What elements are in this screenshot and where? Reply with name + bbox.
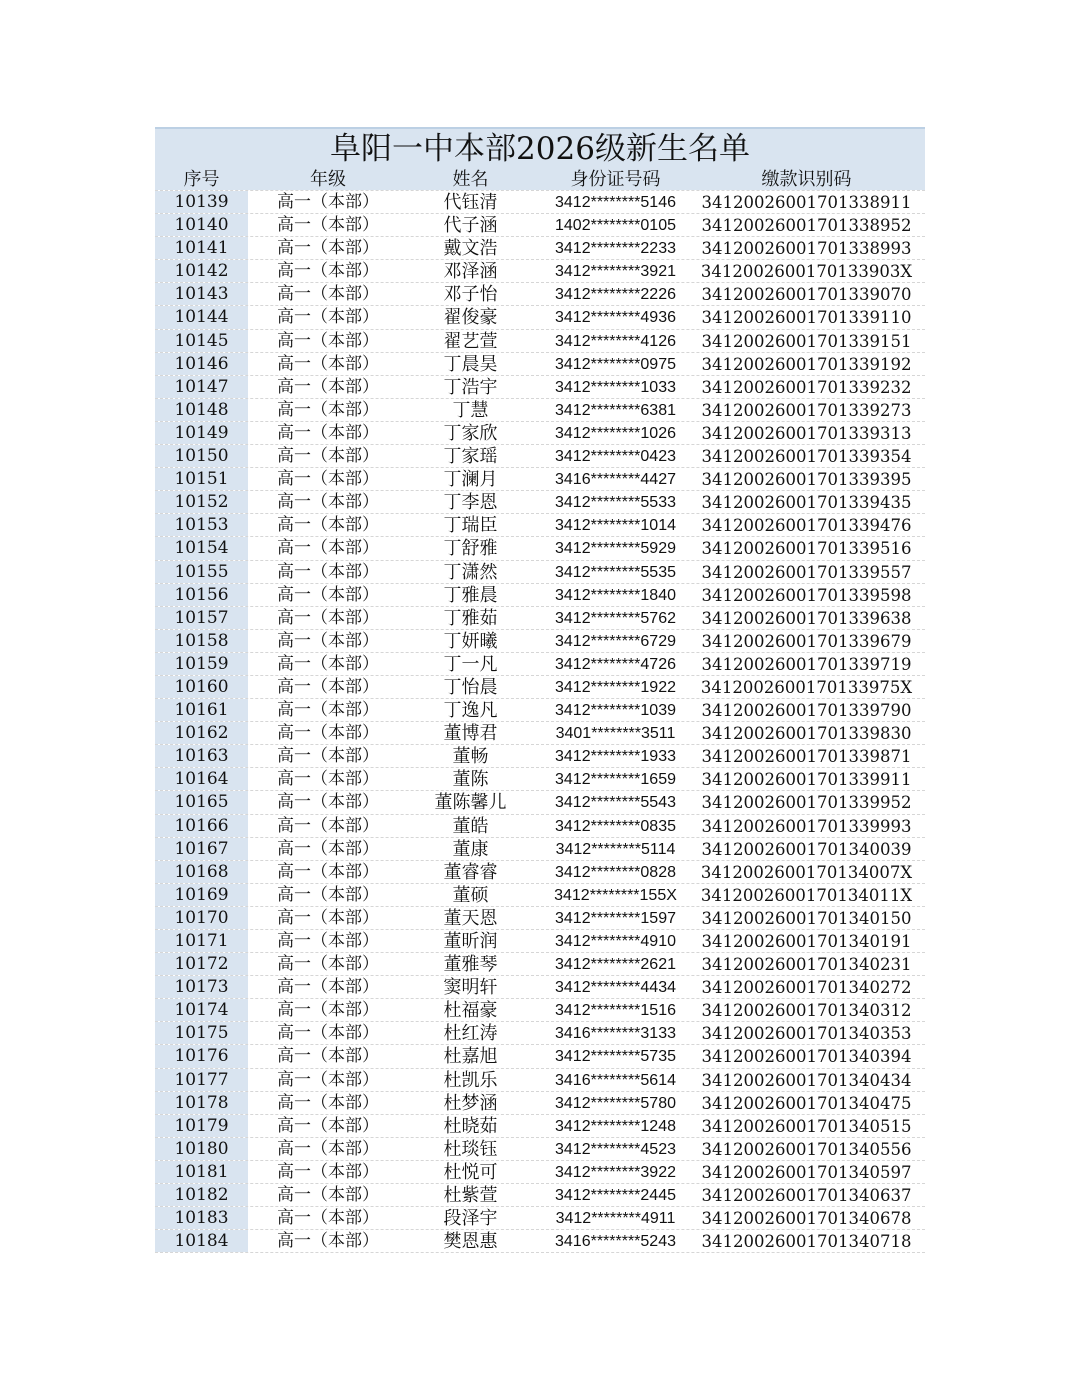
grade-cell: 高一（本部） [277, 792, 379, 813]
table-row [155, 1161, 925, 1184]
code-cell: 34120026001701339232 [701, 377, 912, 397]
grade-cell: 高一（本部） [277, 746, 379, 767]
name-cell: 杜晓茹 [443, 1115, 498, 1137]
table-row [155, 1138, 925, 1161]
student-list-sheet [155, 127, 925, 1253]
seq-cell: 10149 [155, 422, 248, 444]
grade-cell: 高一（本部） [277, 1138, 379, 1159]
id-cell: 3412********5535 [555, 563, 676, 581]
table-row [155, 745, 925, 768]
seq-cell: 10178 [155, 1092, 248, 1114]
name-cell: 董昕润 [443, 931, 498, 952]
table-row [155, 976, 925, 999]
grade-cell: 高一（本部） [277, 1185, 379, 1206]
seq-cell: 10146 [155, 353, 248, 375]
grade-cell: 高一（本部） [277, 884, 379, 905]
id-cell: 3412********155X [554, 886, 677, 904]
name-cell: 丁家欣 [443, 422, 498, 444]
seq-cell: 10143 [155, 283, 248, 305]
table-row [155, 1115, 925, 1138]
code-cell: 34120026001701338952 [701, 216, 912, 236]
name-cell: 杜紫萱 [443, 1185, 498, 1207]
code-cell: 34120026001701339719 [701, 654, 912, 674]
table-row [155, 561, 925, 584]
name-cell: 丁浩宇 [443, 376, 498, 398]
name-cell: 丁怡晨 [443, 676, 498, 698]
code-cell: 34120026001701340637 [701, 1186, 912, 1206]
seq-cell: 10181 [155, 1161, 248, 1183]
code-cell: 34120026001701339871 [701, 747, 912, 767]
name-cell: 董陈 [452, 769, 489, 791]
name-cell: 邓子怡 [443, 284, 498, 306]
grade-cell: 高一（本部） [277, 192, 379, 212]
id-cell: 3412********2233 [555, 240, 676, 258]
id-cell: 3401********3511 [555, 725, 676, 743]
table-row [155, 1045, 925, 1068]
name-cell: 董硕 [452, 884, 489, 906]
grade-cell: 高一（本部） [277, 1023, 379, 1044]
table-row [155, 630, 925, 653]
table-row [155, 699, 925, 722]
seq-cell: 10156 [155, 584, 248, 606]
name-cell: 杜悦可 [443, 1161, 498, 1183]
grade-cell: 高一（本部） [277, 1115, 379, 1136]
name-cell: 代子涵 [443, 215, 498, 237]
table-row [155, 214, 925, 237]
name-cell: 杜福豪 [443, 1000, 498, 1022]
table-row [155, 353, 925, 376]
table-row [155, 815, 925, 838]
id-cell: 3412********1659 [555, 771, 676, 789]
table-row [155, 768, 925, 791]
id-cell: 3412********6729 [555, 632, 676, 650]
name-cell: 戴文浩 [443, 238, 498, 260]
seq-cell: 10147 [155, 376, 248, 398]
grade-cell: 高一（本部） [277, 538, 379, 559]
name-cell: 丁舒雅 [443, 538, 498, 560]
table-row [155, 1184, 925, 1207]
code-cell: 34120026001701340556 [701, 1139, 912, 1159]
seq-cell: 10150 [155, 445, 248, 467]
name-cell: 杜红涛 [443, 1023, 498, 1045]
table-row [155, 607, 925, 630]
code-cell: 3412002600170134007X [700, 862, 913, 882]
seq-cell: 10164 [155, 768, 248, 790]
table-body [155, 191, 925, 1253]
table-row [155, 468, 925, 491]
table-row [155, 838, 925, 861]
grade-cell: 高一（本部） [277, 1231, 379, 1252]
id-cell: 3412********4434 [555, 979, 676, 997]
grade-cell: 高一（本部） [277, 977, 379, 998]
grade-cell: 高一（本部） [277, 607, 379, 628]
code-cell: 34120026001701339638 [701, 608, 912, 628]
seq-cell: 10153 [155, 514, 248, 536]
seq-cell: 10170 [155, 907, 248, 929]
table-row [155, 791, 925, 814]
id-cell: 3412********5780 [555, 1094, 676, 1112]
id-cell: 3412********0423 [555, 448, 676, 466]
id-cell: 3412********5533 [555, 494, 676, 512]
id-cell: 3412********0835 [555, 817, 676, 835]
code-cell: 34120026001701339476 [701, 516, 912, 536]
code-cell: 34120026001701339435 [701, 493, 912, 513]
name-cell: 邓泽涵 [443, 261, 498, 283]
table-row [155, 907, 925, 930]
seq-cell: 10173 [155, 976, 248, 998]
code-cell: 34120026001701338911 [701, 193, 912, 212]
grade-cell: 高一（本部） [277, 700, 379, 721]
name-cell: 丁雅茹 [443, 607, 498, 629]
name-cell: 丁瑞臣 [443, 515, 498, 537]
name-cell: 丁晨昊 [443, 353, 498, 375]
grade-cell: 高一（本部） [277, 330, 379, 351]
table-row [155, 283, 925, 306]
seq-cell: 10155 [155, 561, 248, 583]
code-cell: 34120026001701340718 [701, 1232, 912, 1252]
grade-cell: 高一（本部） [277, 215, 379, 236]
name-cell: 董皓 [452, 815, 489, 837]
code-cell: 34120026001701340150 [701, 908, 912, 928]
code-cell: 34120026001701340039 [701, 839, 912, 859]
grade-cell: 高一（本部） [277, 630, 379, 651]
seq-cell: 10157 [155, 607, 248, 629]
table-row [155, 722, 925, 745]
name-cell: 董雅琴 [443, 954, 498, 976]
seq-cell: 10161 [155, 699, 248, 721]
id-cell: 3412********3922 [555, 1163, 676, 1181]
id-cell: 3412********1933 [555, 748, 676, 766]
id-cell: 3412********1516 [555, 1002, 676, 1020]
grade-cell: 高一（本部） [277, 1092, 379, 1113]
table-row [155, 191, 925, 214]
grade-cell: 高一（本部） [277, 376, 379, 397]
name-cell: 董陈馨儿 [434, 792, 507, 814]
grade-cell: 高一（本部） [277, 238, 379, 259]
id-cell: 3412********1026 [555, 424, 676, 442]
name-cell: 董康 [452, 838, 489, 860]
name-cell: 丁逸凡 [443, 700, 498, 722]
header-code: 缴款识别码 [688, 169, 925, 190]
grade-cell: 高一（本部） [277, 399, 379, 420]
grade-cell: 高一（本部） [277, 1046, 379, 1067]
seq-cell: 10177 [155, 1069, 248, 1091]
table-row [155, 1022, 925, 1045]
grade-cell: 高一（本部） [277, 561, 379, 582]
name-cell: 丁慧 [452, 399, 489, 421]
code-cell: 34120026001701339516 [701, 539, 912, 559]
table-row [155, 1207, 925, 1230]
seq-cell: 10175 [155, 1022, 248, 1044]
code-cell: 34120026001701339911 [701, 770, 912, 790]
code-cell: 34120026001701339395 [701, 470, 912, 490]
id-cell: 3412********2621 [555, 956, 676, 974]
name-cell: 丁一凡 [443, 653, 498, 675]
name-cell: 董畅 [452, 746, 489, 768]
code-cell: 34120026001701339993 [701, 816, 912, 836]
id-cell: 3412********2226 [555, 286, 676, 304]
grade-cell: 高一（本部） [277, 1000, 379, 1021]
id-cell: 3416********5614 [555, 1071, 676, 1089]
id-cell: 3412********5114 [555, 840, 676, 858]
table-row [155, 537, 925, 560]
id-cell: 3412********1039 [555, 702, 676, 720]
id-cell: 3412********1840 [555, 586, 676, 604]
id-cell: 3412********1922 [555, 678, 676, 696]
id-cell: 3412********4911 [555, 1210, 676, 1228]
id-cell: 3412********6381 [555, 401, 676, 419]
name-cell: 杜嘉旭 [443, 1046, 498, 1068]
name-cell: 樊恩惠 [443, 1231, 498, 1253]
id-cell: 3416********3133 [555, 1025, 676, 1043]
table-row [155, 376, 925, 399]
id-cell: 3412********5762 [555, 609, 676, 627]
seq-cell: 10144 [155, 306, 248, 328]
code-cell: 3412002600170133975X [700, 677, 913, 697]
seq-cell: 10169 [155, 884, 248, 906]
name-cell: 杜琰钰 [443, 1138, 498, 1160]
grade-cell: 高一（本部） [277, 931, 379, 951]
code-cell: 34120026001701339354 [701, 447, 912, 467]
name-cell: 董博君 [443, 723, 498, 745]
seq-cell: 10158 [155, 630, 248, 652]
id-cell: 3412********2445 [555, 1187, 676, 1205]
seq-cell: 10151 [155, 468, 248, 490]
table-row [155, 676, 925, 699]
id-cell: 3416********5243 [555, 1233, 676, 1251]
table-row [155, 1092, 925, 1115]
table-row [155, 330, 925, 353]
id-cell: 3412********5543 [555, 794, 676, 812]
name-cell: 董天恩 [443, 907, 498, 929]
table-row [155, 399, 925, 422]
name-cell: 丁潇然 [443, 561, 498, 583]
table-row [155, 445, 925, 468]
code-cell: 34120026001701339151 [701, 331, 912, 351]
name-cell: 代钰清 [443, 192, 498, 213]
id-cell: 3412********5929 [555, 540, 676, 558]
grade-cell: 高一（本部） [277, 861, 379, 882]
table-row [155, 584, 925, 607]
seq-cell: 10174 [155, 999, 248, 1021]
seq-cell: 10179 [155, 1115, 248, 1137]
grade-cell: 高一（本部） [277, 584, 379, 605]
grade-cell: 高一（本部） [277, 769, 379, 790]
table-row [155, 514, 925, 537]
code-cell: 34120026001701340191 [701, 932, 912, 951]
grade-cell: 高一（本部） [277, 1161, 379, 1182]
id-cell: 1402********0105 [555, 217, 676, 235]
seq-cell: 10167 [155, 838, 248, 860]
seq-cell: 10171 [155, 930, 248, 952]
code-cell: 34120026001701339598 [701, 585, 912, 605]
grade-cell: 高一（本部） [277, 353, 379, 374]
id-cell: 3412********5146 [555, 194, 676, 211]
id-cell: 3412********3921 [555, 263, 676, 281]
header-id: 身份证号码 [543, 169, 688, 190]
code-cell: 34120026001701338993 [701, 239, 912, 259]
id-cell: 3412********1597 [555, 909, 676, 927]
table-row [155, 260, 925, 283]
code-cell: 3412002600170134011X [700, 885, 913, 905]
name-cell: 翟艺萱 [443, 330, 498, 352]
grade-cell: 高一（本部） [277, 1069, 379, 1090]
name-cell: 董睿睿 [443, 861, 498, 883]
code-cell: 34120026001701340312 [701, 1001, 912, 1021]
table-row [155, 306, 925, 329]
grade-cell: 高一（本部） [277, 954, 379, 975]
id-cell: 3412********1033 [555, 378, 676, 396]
table-row [155, 1230, 925, 1253]
id-cell: 3412********4910 [555, 933, 676, 950]
seq-cell: 10159 [155, 653, 248, 675]
code-cell: 3412002600170133903X [700, 262, 913, 282]
seq-cell: 10160 [155, 676, 248, 698]
name-cell: 丁李恩 [443, 492, 498, 514]
code-cell: 34120026001701339679 [701, 631, 912, 651]
name-cell: 窦明轩 [443, 977, 498, 999]
code-cell: 34120026001701340231 [701, 955, 912, 975]
code-cell: 34120026001701340597 [701, 1162, 912, 1182]
header-name: 姓名 [398, 169, 543, 190]
table-row [155, 999, 925, 1022]
seq-cell: 10139 [155, 191, 248, 213]
grade-cell: 高一（本部） [277, 284, 379, 305]
header-seq: 序号 [155, 169, 248, 190]
name-cell: 丁澜月 [443, 469, 498, 491]
grade-cell: 高一（本部） [277, 653, 379, 674]
code-cell: 34120026001701340353 [701, 1024, 912, 1044]
seq-cell: 10142 [155, 260, 248, 282]
id-cell: 3412********5735 [555, 1048, 676, 1066]
seq-cell: 10140 [155, 214, 248, 236]
grade-cell: 高一（本部） [277, 907, 379, 928]
grade-cell: 高一（本部） [277, 676, 379, 697]
grade-cell: 高一（本部） [277, 422, 379, 443]
code-cell: 34120026001701339110 [701, 308, 912, 328]
code-cell: 34120026001701339070 [701, 285, 912, 305]
seq-cell: 10152 [155, 491, 248, 513]
table-row [155, 884, 925, 907]
grade-cell: 高一（本部） [277, 838, 379, 859]
seq-cell: 10141 [155, 237, 248, 259]
seq-cell: 10163 [155, 745, 248, 767]
table-row [155, 491, 925, 514]
name-cell: 段泽宇 [443, 1208, 498, 1230]
sheet-title: 阜阳一中本部2026级新生名单 [155, 127, 925, 169]
code-cell: 34120026001701339273 [701, 400, 912, 420]
grade-cell: 高一（本部） [277, 469, 379, 490]
seq-cell: 10166 [155, 815, 248, 837]
grade-cell: 高一（本部） [277, 815, 379, 836]
name-cell: 杜凯乐 [443, 1069, 498, 1091]
table-row [155, 1069, 925, 1092]
code-cell: 34120026001701339557 [701, 562, 912, 582]
code-cell: 34120026001701340678 [701, 1209, 912, 1229]
name-cell: 丁家瑶 [443, 446, 498, 468]
id-cell: 3412********0975 [555, 355, 676, 373]
table-header-row [155, 169, 925, 191]
seq-cell: 10162 [155, 722, 248, 744]
id-cell: 3412********4936 [555, 309, 676, 327]
code-cell: 34120026001701339790 [701, 701, 912, 721]
table-row [155, 422, 925, 445]
id-cell: 3412********4726 [555, 655, 676, 673]
id-cell: 3412********1248 [555, 1117, 676, 1135]
name-cell: 翟俊豪 [443, 307, 498, 329]
code-cell: 34120026001701339830 [701, 724, 912, 744]
code-cell: 34120026001701339952 [701, 793, 912, 813]
table-row [155, 930, 925, 953]
seq-cell: 10172 [155, 953, 248, 975]
grade-cell: 高一（本部） [277, 446, 379, 467]
id-cell: 3412********4126 [555, 332, 676, 350]
seq-cell: 10168 [155, 861, 248, 883]
id-cell: 3412********4523 [555, 1140, 676, 1158]
seq-cell: 10165 [155, 791, 248, 813]
table-row [155, 653, 925, 676]
seq-cell: 10148 [155, 399, 248, 421]
grade-cell: 高一（本部） [277, 492, 379, 513]
seq-cell: 10183 [155, 1207, 248, 1229]
code-cell: 34120026001701340272 [701, 978, 912, 998]
seq-cell: 10176 [155, 1045, 248, 1067]
code-cell: 34120026001701340515 [701, 1116, 912, 1136]
code-cell: 34120026001701339192 [701, 354, 912, 374]
seq-cell: 10184 [155, 1230, 248, 1252]
grade-cell: 高一（本部） [277, 261, 379, 282]
seq-cell: 10154 [155, 537, 248, 559]
id-cell: 3412********0828 [555, 863, 676, 881]
id-cell: 3412********1014 [555, 517, 676, 535]
code-cell: 34120026001701340434 [701, 1070, 912, 1090]
grade-cell: 高一（本部） [277, 515, 379, 536]
grade-cell: 高一（本部） [277, 1208, 379, 1229]
name-cell: 丁雅晨 [443, 584, 498, 606]
name-cell: 杜梦涵 [443, 1092, 498, 1114]
code-cell: 34120026001701340394 [701, 1047, 912, 1067]
seq-cell: 10145 [155, 330, 248, 352]
code-cell: 34120026001701340475 [701, 1093, 912, 1113]
header-grade: 年级 [248, 169, 398, 190]
table-row [155, 861, 925, 884]
table-row [155, 953, 925, 976]
grade-cell: 高一（本部） [277, 307, 379, 328]
id-cell: 3416********4427 [555, 471, 676, 489]
grade-cell: 高一（本部） [277, 723, 379, 744]
name-cell: 丁妍曦 [443, 630, 498, 652]
seq-cell: 10180 [155, 1138, 248, 1160]
seq-cell: 10182 [155, 1184, 248, 1206]
code-cell: 34120026001701339313 [701, 423, 912, 443]
table-row [155, 237, 925, 260]
